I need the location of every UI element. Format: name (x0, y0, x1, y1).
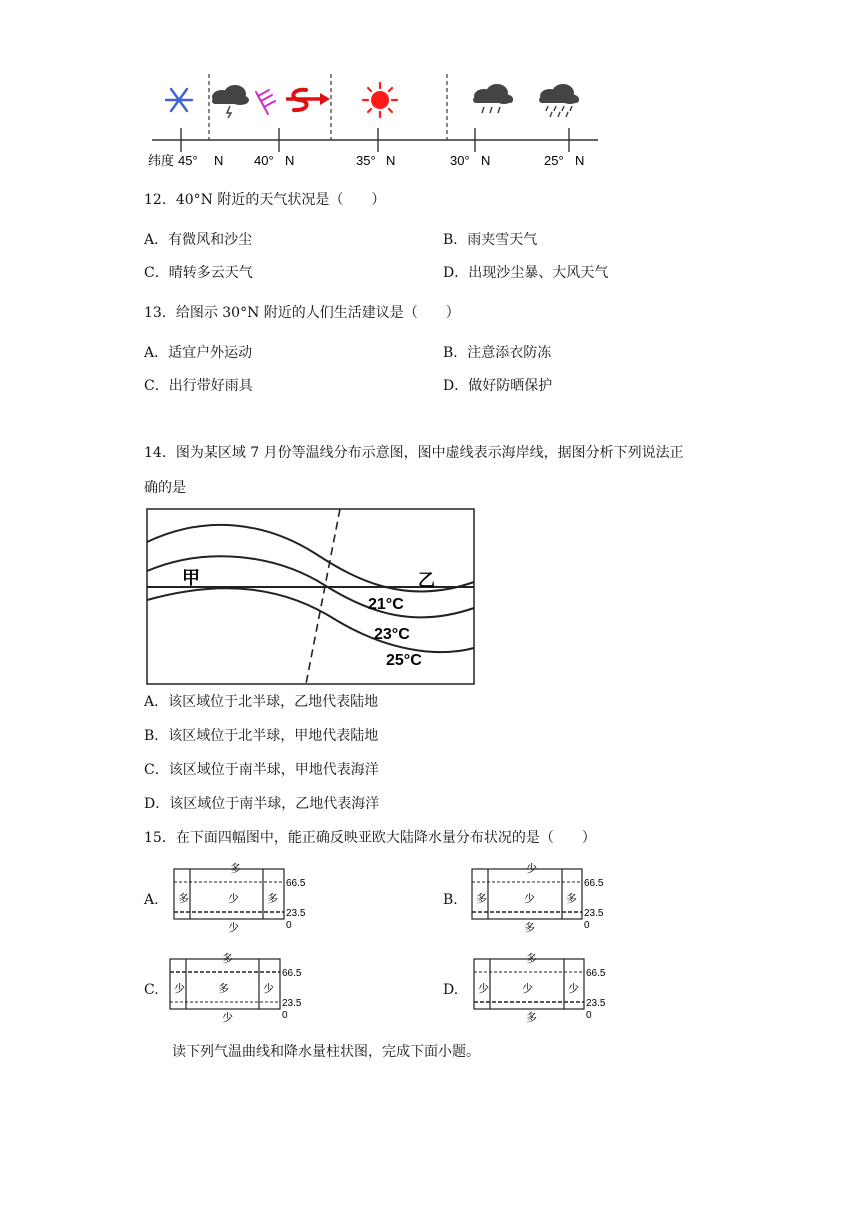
panel-a-lat-66: 66.5 (286, 878, 306, 889)
panel-b-lat-23: 23.5 (584, 908, 604, 919)
panel-c-right: 少 (263, 983, 274, 995)
panel-c-bottom: 少 (222, 1012, 233, 1024)
tick-45-dir: N (214, 153, 224, 168)
panel-a-lat-0: 0 (286, 920, 292, 931)
tick-25-deg: 25° (544, 153, 564, 168)
panel-a-lat-23: 23.5 (286, 908, 306, 919)
isotherm-figure (146, 508, 476, 686)
precip-panel-d (470, 948, 620, 1024)
label-yi: 乙 (418, 571, 435, 590)
q13-option-d[interactable]: D．做好防晒保护 (443, 378, 553, 394)
panel-c-top: 多 (222, 953, 233, 965)
panel-d-lat-66: 66.5 (586, 968, 606, 979)
isotherm-23-label: 23°C (374, 626, 410, 643)
panel-d-bottom: 多 (526, 1012, 537, 1024)
tick-45-deg: 45° (178, 153, 198, 168)
panel-a-center: 少 (228, 893, 239, 905)
q13-stem: 13．给图示 30°N 附近的人们生活建议是（ ） (144, 305, 460, 321)
tick-30-deg: 30° (450, 153, 470, 168)
q13-option-c[interactable]: C．出行带好雨具 (144, 378, 253, 394)
panel-d-right: 少 (568, 983, 579, 995)
heavy-rain-cloud-icon (539, 84, 579, 117)
label-jia: 甲 (182, 568, 200, 588)
panel-c-lat-23: 23.5 (282, 998, 302, 1009)
q12-option-a[interactable]: A．有微风和沙尘 (144, 232, 253, 248)
q14-option-d[interactable]: D．该区域位于南半球，乙地代表海洋 (144, 796, 380, 812)
precip-panel-a (170, 858, 320, 934)
q12-stem: 12．40°N 附近的天气状况是（ ） (144, 192, 386, 208)
panel-c-lat-0: 0 (282, 1010, 288, 1021)
panel-d-lat-0: 0 (586, 1010, 592, 1021)
q15-option-c[interactable]: C. (144, 982, 159, 998)
panel-d-center: 少 (522, 983, 533, 995)
panel-d-lat-23: 23.5 (586, 998, 606, 1009)
q15-option-d[interactable]: D. (443, 982, 459, 998)
panel-c-lat-66: 66.5 (282, 968, 302, 979)
section-intro: 读下列气温曲线和降水量柱状图，完成下面小题。 (172, 1044, 480, 1060)
q15-stem: 15．在下面四幅图中，能正确反映亚欧大陆降水量分布状况的是（ ） (144, 830, 596, 846)
q14-option-a[interactable]: A．该区域位于北半球，乙地代表陆地 (144, 694, 379, 710)
axis-title: 纬度 (148, 153, 175, 168)
panel-c-center: 多 (218, 983, 229, 995)
wind-icon (256, 90, 275, 114)
tick-40-deg: 40° (254, 153, 274, 168)
snowflake-icon (166, 89, 192, 111)
panel-b-center: 少 (524, 893, 535, 905)
isotherm-21-label: 21°C (368, 596, 404, 613)
q13-option-a[interactable]: A．适宜户外运动 (144, 345, 253, 361)
q15-option-a[interactable]: A. (144, 892, 159, 908)
precip-panel-c (166, 948, 316, 1024)
tick-35-deg: 35° (356, 153, 376, 168)
precip-panel-b (468, 858, 618, 934)
weather-latitude-figure (140, 70, 610, 172)
tick-40-dir: N (285, 153, 295, 168)
q15-option-b[interactable]: B. (443, 892, 458, 908)
panel-b-lat-66: 66.5 (584, 878, 604, 889)
sun-icon (363, 83, 397, 117)
q12-option-d[interactable]: D．出现沙尘暴、大风天气 (443, 265, 609, 281)
q12-option-c[interactable]: C．晴转多云天气 (144, 265, 253, 281)
thunderstorm-icon (212, 85, 249, 118)
panel-b-lat-0: 0 (584, 920, 590, 931)
panel-b-bottom: 多 (524, 922, 535, 934)
panel-c-left: 少 (174, 983, 185, 995)
q14-stem-line2: 确的是 (144, 480, 186, 496)
panel-a-left: 多 (178, 893, 189, 905)
isotherm-25-label: 25°C (386, 652, 422, 669)
sandstorm-icon (286, 90, 330, 110)
panel-a-bottom: 少 (228, 922, 239, 934)
panel-b-right: 多 (566, 893, 577, 905)
rain-cloud-icon (473, 84, 513, 113)
panel-a-right: 多 (267, 893, 278, 905)
q12-option-b[interactable]: B．雨夹雪天气 (443, 232, 538, 248)
panel-d-top: 多 (526, 953, 537, 965)
tick-25-dir: N (575, 153, 585, 168)
q14-option-c[interactable]: C．该区域位于南半球，甲地代表海洋 (144, 762, 379, 778)
tick-35-dir: N (386, 153, 396, 168)
panel-d-left: 少 (478, 983, 489, 995)
panel-a-top: 多 (230, 863, 241, 875)
q13-option-b[interactable]: B．注意添衣防冻 (443, 345, 552, 361)
tick-30-dir: N (481, 153, 491, 168)
panel-b-top: 少 (526, 863, 537, 875)
panel-b-left: 多 (476, 893, 487, 905)
q14-stem-line1: 14．图为某区域 7 月份等温线分布示意图，图中虚线表示海岸线，据图分析下列说法正 (144, 445, 684, 461)
q14-option-b[interactable]: B．该区域位于北半球，甲地代表陆地 (144, 728, 379, 744)
